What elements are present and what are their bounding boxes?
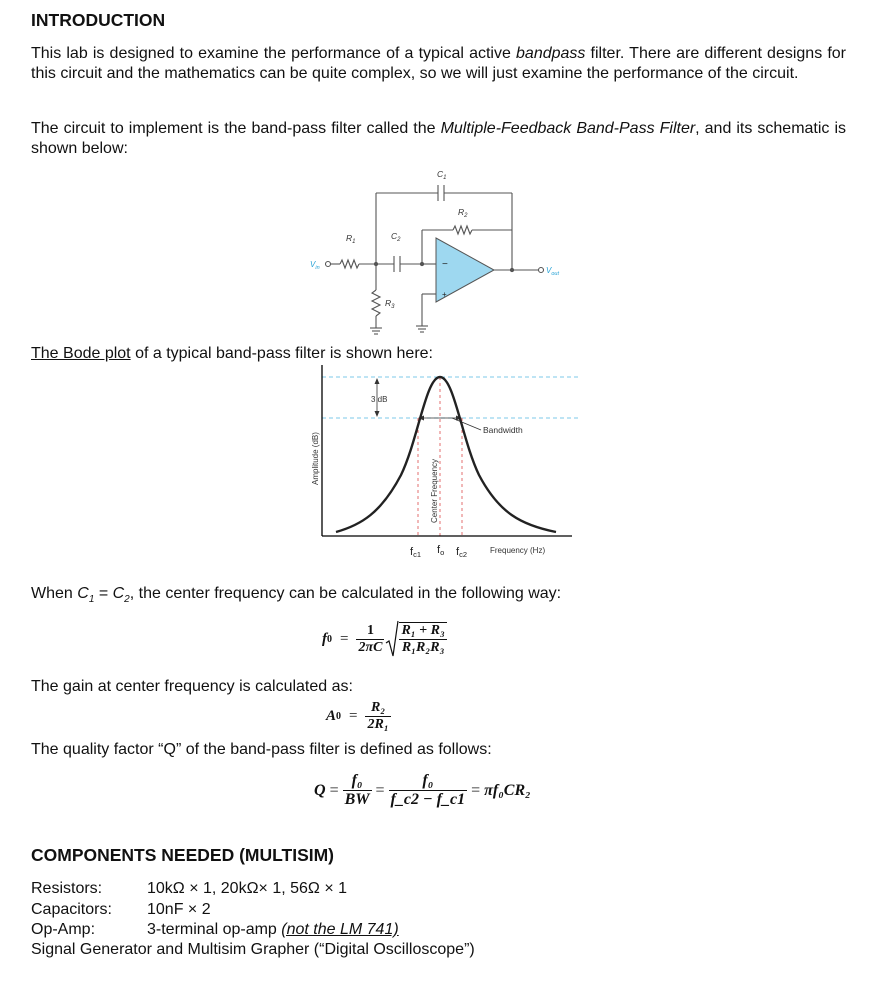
opamp-note-link[interactable]: (not the LM 741) xyxy=(281,921,399,938)
c1-label: $C_1$ xyxy=(437,169,447,181)
intro-heading: INTRODUCTION xyxy=(31,10,166,30)
intro-paragraph-2: The circuit to implement is the band-pass filter called the Multiple-Feedback Band-Pass Filter, and its schematic is shown below: xyxy=(31,120,846,157)
y-axis-label: Amplitude (dB) xyxy=(311,432,320,485)
r2-label: $R_2$ xyxy=(458,207,468,219)
r1-label: $R_1$ xyxy=(346,233,356,245)
f0-label: fo xyxy=(437,544,445,557)
r1-resistor xyxy=(340,260,359,268)
bode-plot xyxy=(306,365,578,565)
vin-terminal xyxy=(326,262,331,267)
bode-intro: The Bode plot of a typical band-pass filter is shown here: xyxy=(31,345,433,362)
components-heading: COMPONENTS NEEDED (MULTISIM) xyxy=(31,845,335,865)
opamp-row: Op-Amp: 3-terminal op-amp (not the LM 741) xyxy=(31,921,399,938)
c2-label: $C_2$ xyxy=(391,231,401,243)
center-frequency-label: Center Frequency xyxy=(430,458,439,523)
quality-text: The quality factor “Q” of the band-pass filter is defined as follows: xyxy=(31,741,492,758)
quality-equation: Q = $\frac{\text{f₀}}{BW}$ = $\frac{\text{f₀}}{f\_c2 - f\_c1}$ = πf₀CR₂ xyxy=(314,772,531,808)
resistors-row: Resistors: 10kΩ × 1, 20kΩ× 1, 56Ω × 1 xyxy=(31,880,348,897)
x-axis-label: Frequency (Hz) xyxy=(490,546,546,555)
fc2-label: fc2 xyxy=(456,546,467,559)
signal-generator-row: Signal Generator and Multisim Grapher (“Digital Oscilloscope”) xyxy=(31,941,475,958)
r2-resistor xyxy=(453,226,472,234)
opamp-plus: + xyxy=(442,290,447,299)
3db-label: 3 dB xyxy=(371,395,388,404)
fc1-label: fc1 xyxy=(410,546,421,559)
intro-paragraph-1: This lab is designed to examine the performance of a typical active bandpass filter. There are different designs for this circuit and the mathematics can be quite complex, so we will just examine the performance of the circuit. xyxy=(31,45,847,82)
vout-terminal xyxy=(539,268,544,273)
bandpass-curve xyxy=(336,377,556,532)
bandwidth-label: Bandwidth xyxy=(483,425,523,435)
gain-equation: A 0 = $\frac{\text{R₂}}{\text{2R₁}}$ xyxy=(326,700,389,732)
r3-label: $R_3$ xyxy=(385,298,395,310)
capacitors-row: Capacitors: 10nF × 2 xyxy=(31,901,211,918)
vout-label: $V_{out}$ xyxy=(546,266,559,277)
vin-label: $V_{in}$ xyxy=(310,260,320,271)
center-frequency-equation: f 0 = $\frac{1}{2\pi C}$ $\frac{\text{R₁ + R₃}}{\text{R₁R₂R₃}}$ xyxy=(322,622,445,655)
bandpass-schematic xyxy=(300,160,580,345)
center-frequency-text: When $C_1 = C_2$, the center frequency can be calculated in the following way: xyxy=(31,585,562,606)
gain-text: The gain at center frequency is calculated as: xyxy=(31,678,353,695)
r3-resistor xyxy=(372,290,380,316)
bode-plot-link[interactable]: The Bode plot xyxy=(31,345,131,362)
opamp-minus: − xyxy=(442,259,448,270)
